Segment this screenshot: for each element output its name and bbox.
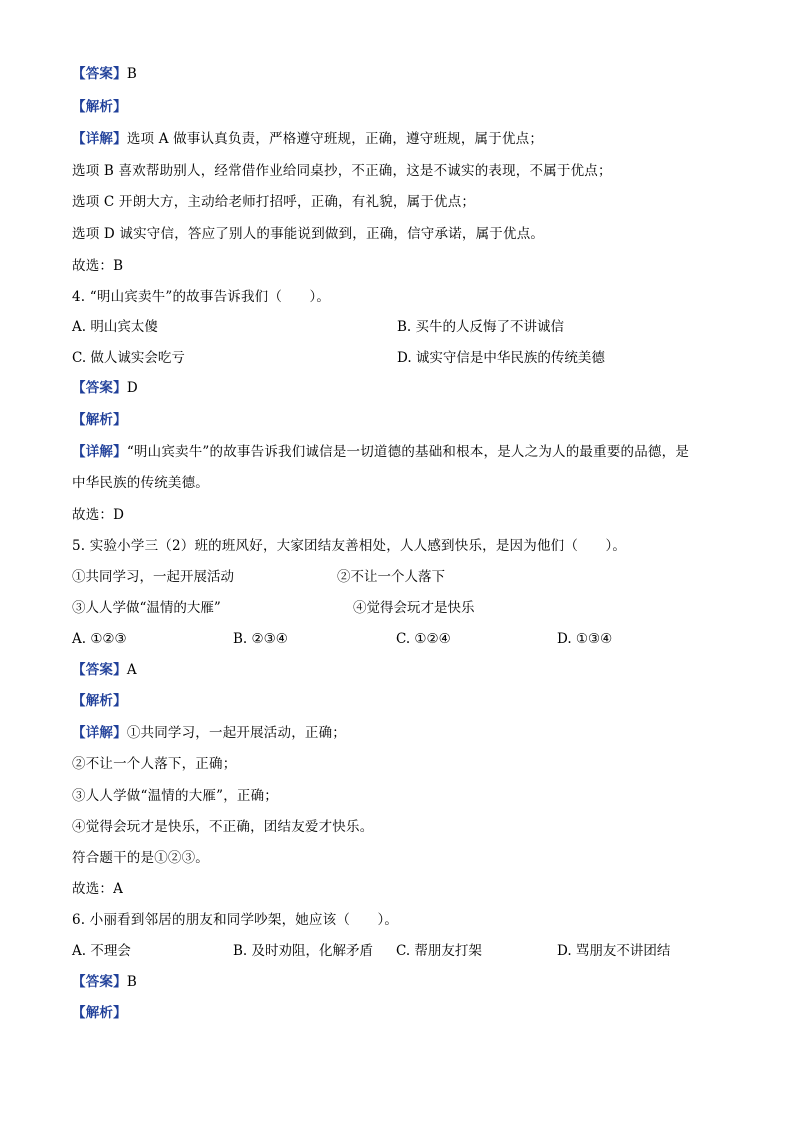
answer-value: B [126, 974, 137, 990]
analysis-label: 【解析】 [72, 693, 127, 709]
detail-text: ①共同学习，一起开展活动，正确； [126, 725, 347, 741]
statement-3: ③人人学做“温情的大雁” [72, 600, 221, 616]
detail-text: ④觉得会玩才是快乐，不正确，团结友爱才快乐。 [72, 819, 374, 835]
answer-line [72, 660, 137, 680]
option-d: D. 诚实守信是中华民族的传统美德 [397, 350, 605, 366]
choice-line: 故选：D [72, 507, 125, 523]
option-a: A. ①②③ [72, 631, 127, 647]
option-c: C. 帮朋友打架 [396, 943, 482, 959]
statement-1: ①共同学习，一起开展活动 [72, 569, 234, 585]
option-d: D. 骂朋友不讲团结 [557, 943, 671, 959]
answer-value: B [126, 66, 137, 82]
answer-line [72, 64, 137, 84]
detail-text: 中华民族的传统美德。 [72, 475, 209, 491]
option-c: C. ①②④ [396, 631, 451, 647]
answer-line [72, 972, 137, 992]
answer-value: D [126, 380, 138, 396]
option-a: A. 明山宾太傻 [72, 319, 158, 335]
detail-text: 选项 B 喜欢帮助别人，经常借作业给同桌抄，不正确，这是不诚实的表现，不属于优点； [72, 163, 612, 179]
detail-text: 选项 C 开朗大方，主动给老师打招呼，正确，有礼貌，属于优点； [72, 194, 476, 210]
detail-label: 【详解】 [72, 725, 127, 741]
option-c: C. 做人诚实会吃亏 [72, 350, 185, 366]
choice-line: 故选：A [72, 881, 124, 897]
analysis-label: 【解析】 [72, 99, 127, 115]
detail-text: 选项 D 诚实守信，答应了别人的事能说到做到，正确，信守承诺，属于优点。 [72, 226, 545, 242]
option-d: D. ①③④ [557, 631, 613, 647]
option-b: B. 及时劝阻，化解矛盾 [233, 943, 374, 959]
choice-line: 故选：B [72, 258, 124, 274]
detail-text: “明山宾卖牛”的故事告诉我们诚信是一切道德的基础和根本，是人之为人的最重要的品德，是 [126, 444, 690, 460]
statement-2: ②不让一个人落下 [337, 569, 445, 585]
question-stem: 4. “明山宾卖牛”的故事告诉我们（ ）。 [72, 289, 331, 305]
analysis-label: 【解析】 [72, 1005, 127, 1021]
detail-text: 选项 A 做事认真负责，严格遵守班规，正确，遵守班规，属于优点； [126, 131, 544, 147]
option-a: A. 不理会 [72, 943, 131, 959]
detail-line [72, 442, 689, 462]
detail-label: 【详解】 [72, 131, 127, 147]
answer-label: 【答案】 [72, 66, 127, 82]
answer-value: A [126, 662, 137, 678]
detail-line [72, 129, 543, 149]
option-b: B. ②③④ [233, 631, 288, 647]
answer-label: 【答案】 [72, 662, 127, 678]
detail-label: 【详解】 [72, 444, 127, 460]
answer-label: 【答案】 [72, 380, 127, 396]
question-stem: 5. 实验小学三（2）班的班风好，大家团结友善相处，人人感到快乐，是因为他们（ ）。 [72, 538, 627, 554]
detail-text: ③人人学做“温情的大雁”，正确； [72, 788, 279, 804]
question-stem: 6. 小丽看到邻居的朋友和同学吵架，她应该（ ）。 [72, 912, 399, 928]
detail-text: ②不让一个人落下，正确； [72, 756, 237, 772]
answer-line [72, 378, 138, 398]
option-b: B. 买牛的人反悔了不讲诚信 [397, 319, 565, 335]
detail-line [72, 723, 346, 743]
analysis-label: 【解析】 [72, 412, 127, 428]
detail-text: 符合题干的是①②③。 [72, 850, 209, 866]
statement-4: ④觉得会玩才是快乐 [353, 600, 475, 616]
answer-label: 【答案】 [72, 974, 127, 990]
